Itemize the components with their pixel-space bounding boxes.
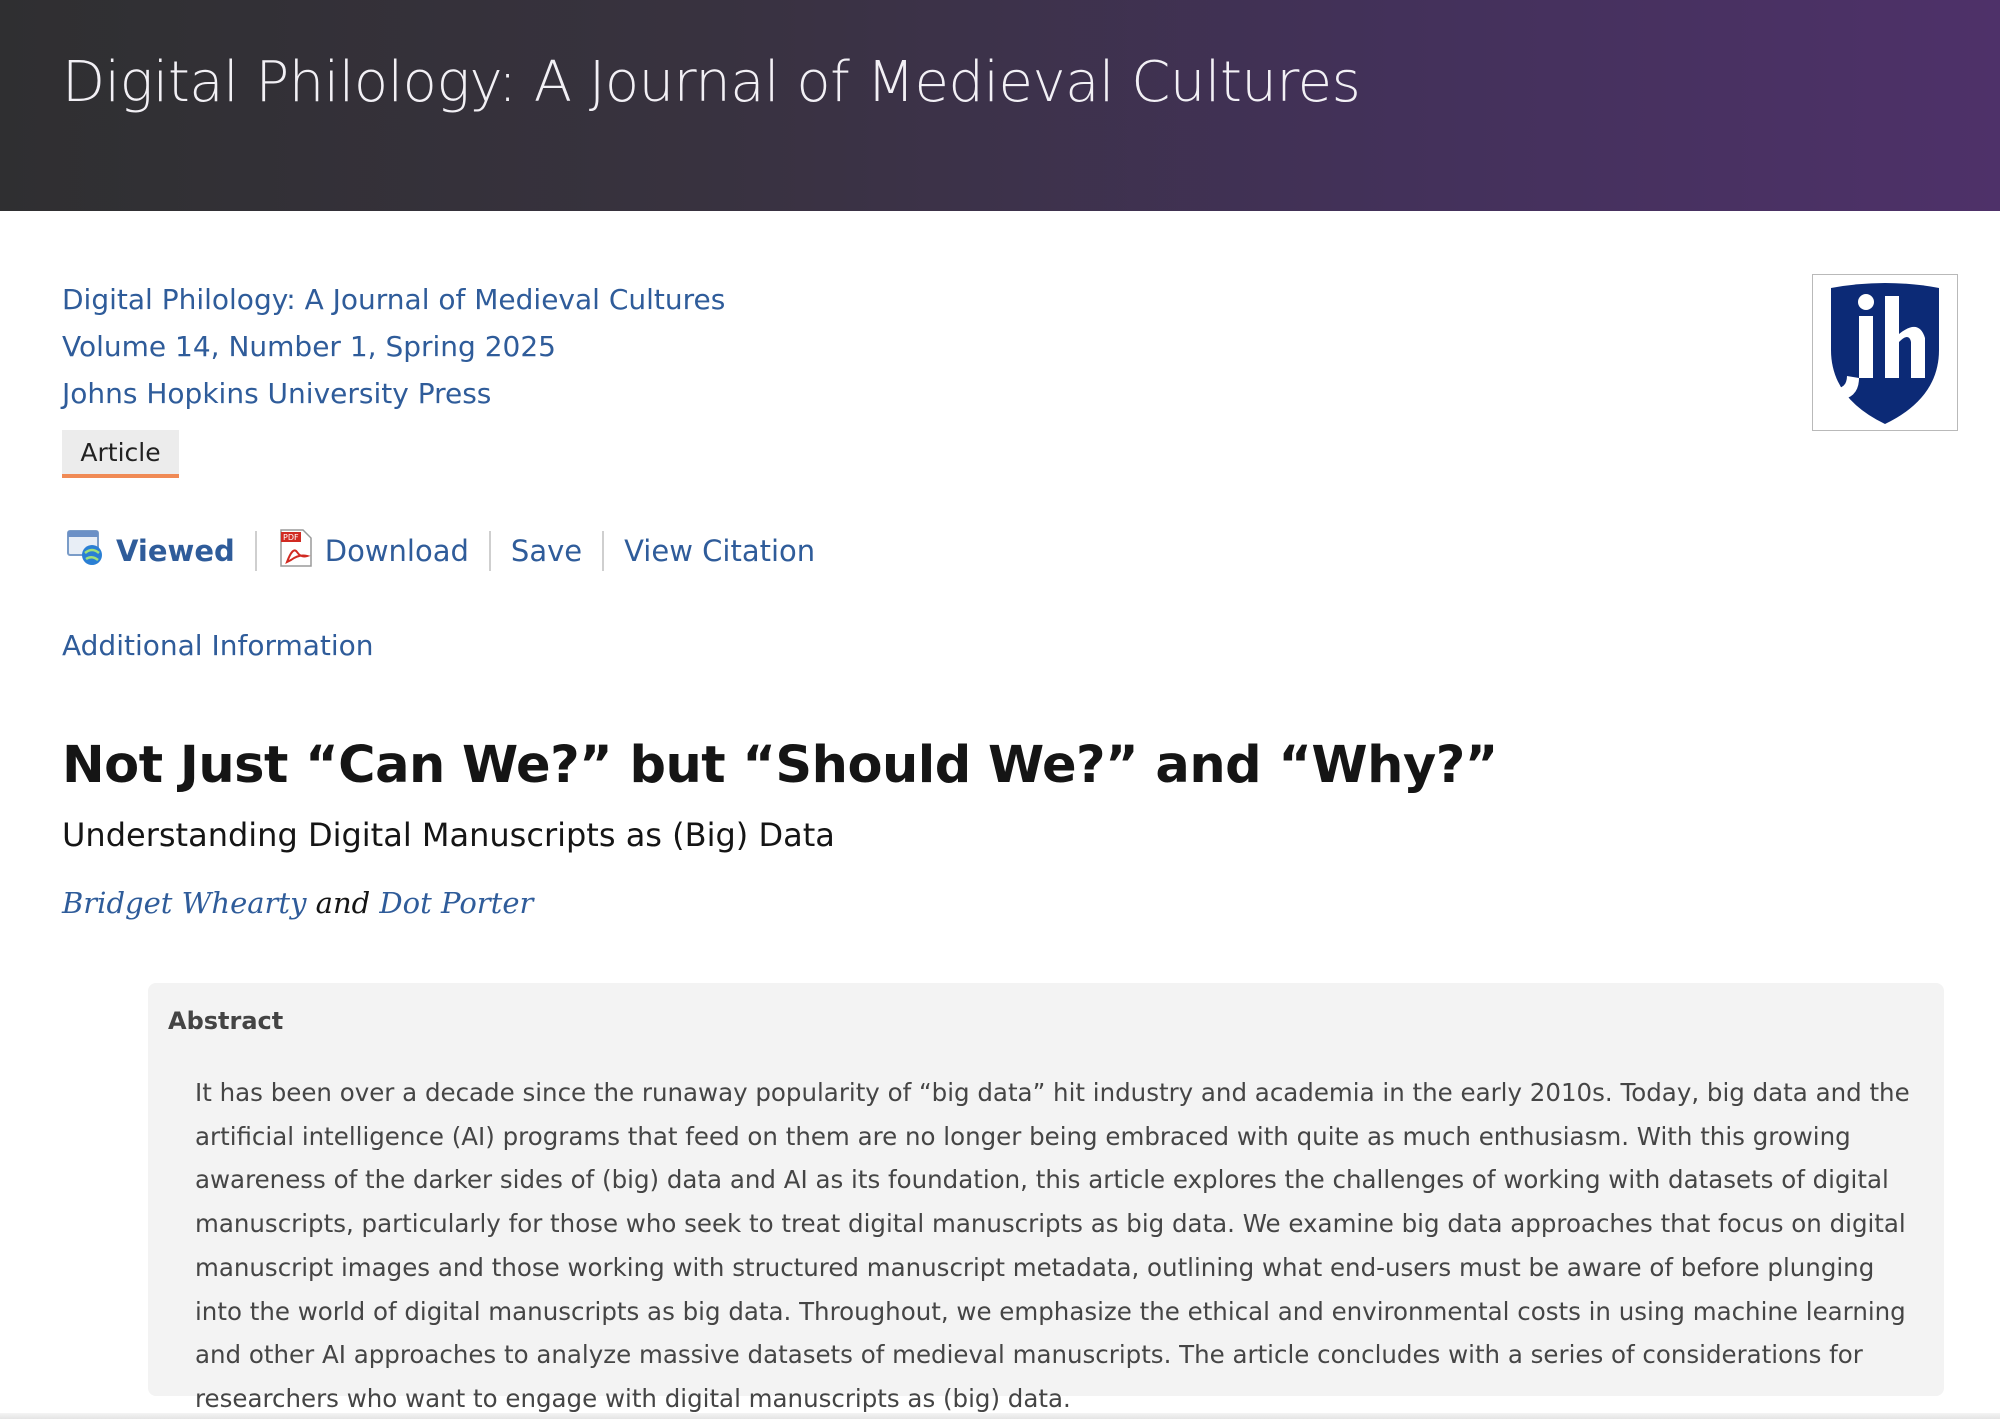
- article-meta: [62, 276, 725, 417]
- action-divider: [489, 531, 491, 571]
- action-divider: [602, 531, 604, 571]
- svg-text:PDF: PDF: [282, 532, 299, 542]
- shield-icon: [1827, 280, 1943, 426]
- article-actions: [66, 527, 815, 575]
- publisher-link[interactable]: Johns Hopkins University Press: [62, 377, 492, 410]
- viewed-button[interactable]: [66, 529, 235, 574]
- journal-link[interactable]: Digital Philology: A Journal of Medieval Cultures: [62, 283, 726, 316]
- download-label: Download: [324, 534, 469, 568]
- abstract-box: [148, 983, 1944, 1413]
- author-link[interactable]: Bridget Whearty: [62, 886, 307, 920]
- pdf-icon: [277, 528, 315, 575]
- download-button[interactable]: [277, 528, 469, 575]
- view-citation-button[interactable]: [624, 534, 815, 568]
- article-type-badge: Article: [62, 430, 179, 478]
- save-button[interactable]: [511, 534, 582, 568]
- article-title: Not Just “Can We?” but “Should We?” and “Why?”: [62, 736, 1498, 795]
- author-conjunction: and: [306, 886, 380, 920]
- save-label: Save: [510, 534, 583, 568]
- view-citation-label: View Citation: [624, 534, 816, 568]
- article-authors: [62, 886, 533, 920]
- jhu-press-shield-logo[interactable]: [1812, 274, 1958, 431]
- viewed-label: Viewed: [116, 534, 235, 568]
- action-divider: [255, 531, 257, 571]
- author-link[interactable]: Dot Porter: [379, 886, 534, 920]
- abstract-text: It has been over a decade since the runaway popularity of “big data” hit industry and academia in the early 2010s. Today, big data and the artificial intelligence (AI) programs that feed on them are no longer being embraced with quite as much enthusiasm. With this growing awareness of the darker sides of (big) data and AI as its foundation, this article explores the challenges of working with datasets of digital manuscripts, particularly for those who seek to treat digital manuscripts as big data. We examine big data approaches that focus on digital manuscript images and those working with structured manuscript metadata, outlining what end-users must be aware of before plunging into the world of digital manuscripts as big data. Throughout, we emphasize the ethical and environmental costs in using machine learning and other AI approaches to analyze massive datasets of medieval manuscripts. The article concludes with a series of considerations for researchers who want to engage with digital manuscripts as (big) data.: [195, 1078, 1910, 1413]
- issue-link[interactable]: Volume 14, Number 1, Spring 2025: [62, 330, 556, 363]
- journal-banner: [0, 0, 2000, 211]
- article-subtitle: Understanding Digital Manuscripts as (Big) Data: [62, 816, 835, 854]
- page-bottom-divider: [0, 1413, 2000, 1419]
- additional-information-link[interactable]: Additional Information: [62, 629, 374, 662]
- viewed-globe-icon: [66, 529, 106, 574]
- banner-journal-title: Digital Philology: A Journal of Medieval Cultures: [62, 50, 1361, 115]
- abstract-heading: Abstract: [168, 1007, 284, 1035]
